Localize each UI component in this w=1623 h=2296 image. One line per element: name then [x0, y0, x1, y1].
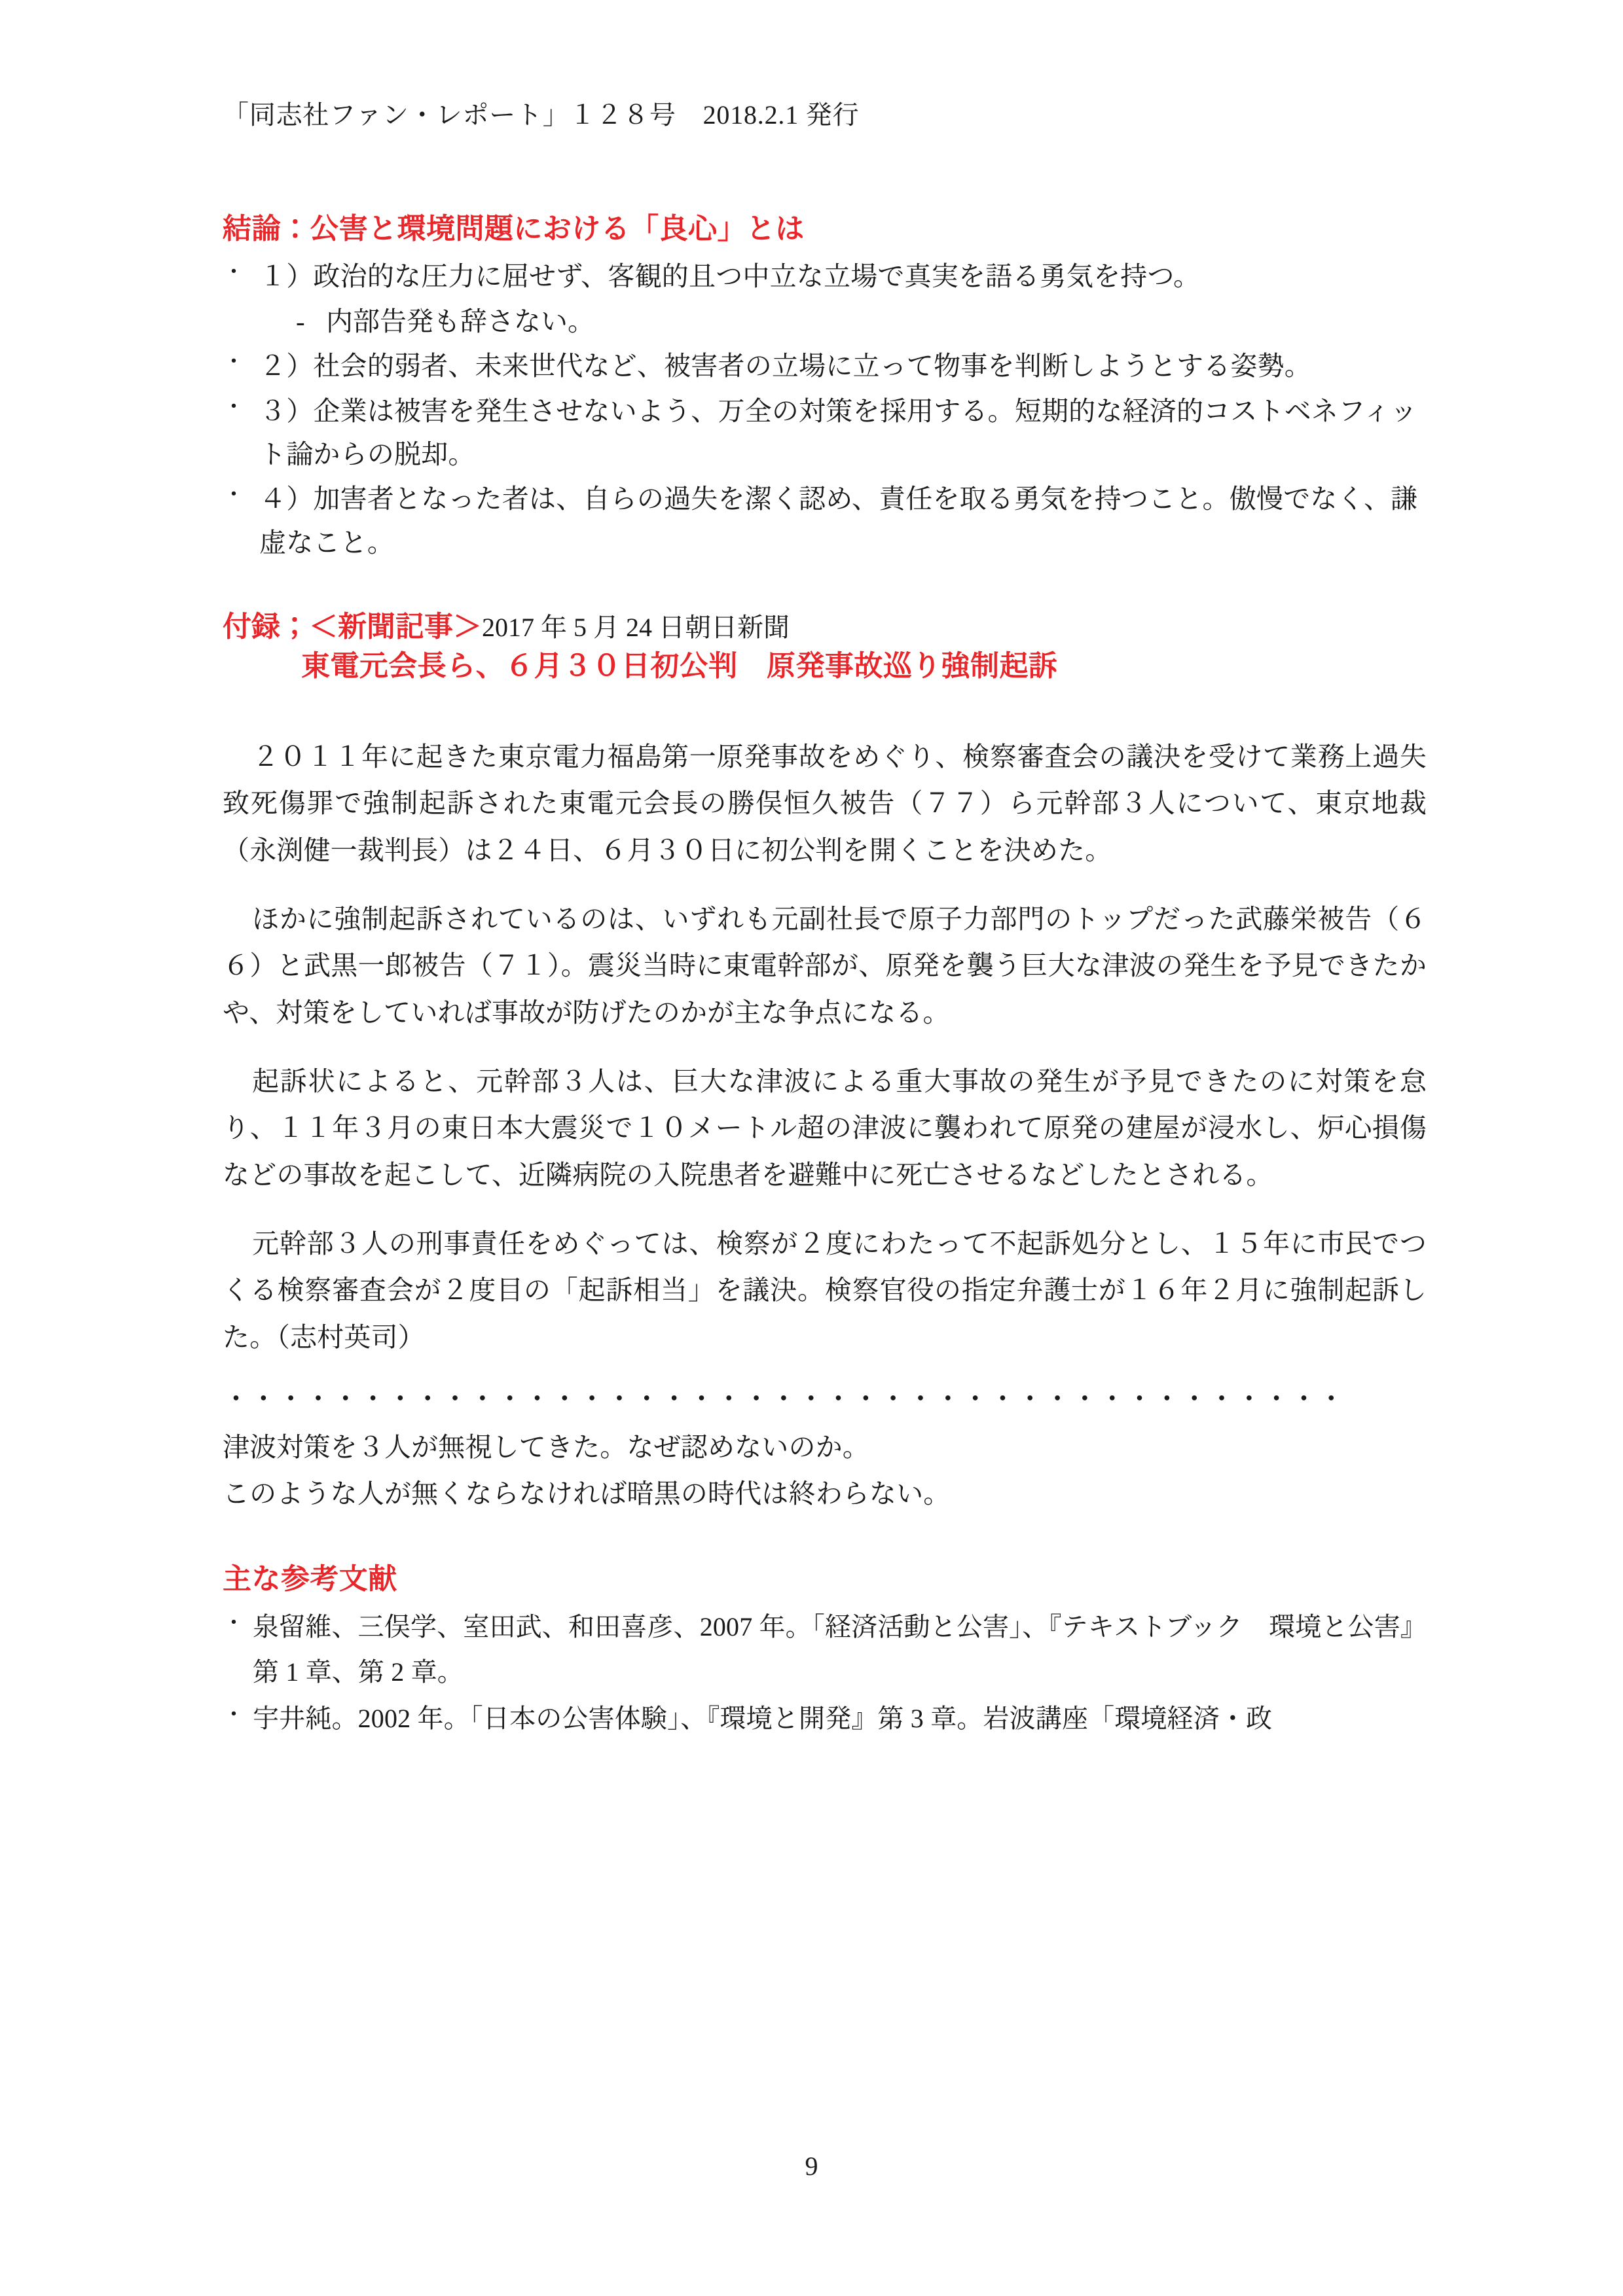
bullet-dot-icon: ・	[223, 1702, 245, 1727]
conclusion-heading: 結論：公害と環境問題における「良心」とは	[223, 213, 805, 245]
article-paragraph: ほかに強制起訴されているのは、いずれも元副社長で原子力部門のトップだった武藤栄被告（６６）と武黒一郎被告（７１）。震災当時に東電幹部が、原発を襲う巨大な津波の発生を予見できたかや、対策をしていれば事故が防げたのかが主な争点になる。	[223, 904, 1427, 1028]
list-sub-item-text: 内部告発も辞さない。	[326, 306, 594, 336]
list-item-text: １）政治的な圧力に屈せず、客観的且つ中立な立場で真実を語る勇気を持つ。	[259, 261, 1201, 292]
list-item	[223, 477, 1427, 564]
list-item	[223, 344, 1427, 387]
bullet-dot-icon: ・	[223, 395, 245, 420]
dash-marker-icon: ‑	[296, 306, 305, 336]
list-sub-item	[296, 300, 1427, 343]
bullet-dot-icon: ・	[223, 350, 245, 375]
list-item	[223, 1696, 1427, 1742]
references-heading: 主な参考文献	[223, 1562, 397, 1595]
article-paragraph: ２０１１年に起きた東京電力福島第一原発事故をめぐり、検察審査会の議決を受けて業務上過失致死傷罪で強制起訴された東電元会長の勝俣恒久被告（７７）ら元幹部３人について、東京地裁（永渕健一裁判長）は２４日、６月３０日に初公判を開くことを決めた。	[223, 742, 1427, 865]
bullet-dot-icon: ・	[223, 1611, 245, 1636]
references-list	[223, 1605, 1440, 1741]
document-running-header: 「同志社ファン・レポート」１２８号 2018.2.1 発行	[223, 100, 860, 130]
list-item-text: ４）加害者となった者は、自らの過失を潔く認め、責任を取る勇気を持つこと。傲慢でなく、謙虚なこと。	[259, 484, 1418, 558]
bullet-dot-icon: ・	[223, 483, 245, 508]
reference-text: 泉留維、三俣学、室田武、和田喜彦、2007 年。「経済活動と公害」、『テキストブック 環境と公害』 第 1 章、第 2 章。	[253, 1612, 1440, 1687]
list-item-text: ３）企業は被害を発生させないよう、万全の対策を採用する。短期的な経済的コストベネフィット論からの脱却。	[259, 395, 1417, 470]
list-item-text: ２）社会的弱者、未来世代など、被害者の立場に立って物事を判断しようとする姿勢。	[259, 351, 1311, 382]
appendix-heading-label: 付録；＜新聞記事＞	[223, 611, 482, 643]
list-item	[223, 255, 1427, 298]
commentary-line: 津波対策を３人が無視してきた。なぜ認めないのか。	[223, 1432, 869, 1463]
commentary-line: このような人が無くならなければ暗黒の時代は終わらない。	[223, 1479, 951, 1509]
appendix-source-line: 2017 年 5 月 24 日朝日新聞	[482, 613, 790, 643]
list-item	[223, 389, 1427, 476]
conclusion-bullet-list	[223, 255, 1427, 564]
spacer	[223, 1518, 1427, 1560]
list-item	[223, 1605, 1440, 1695]
spacer	[223, 692, 1427, 734]
appendix-heading	[223, 607, 1427, 646]
article-headline: 東電元会長ら、６月３０日初公判 原発事故巡り強制起訴	[301, 649, 1058, 682]
article-paragraph: 起訴状によると、元幹部３人は、巨大な津波による重大事故の発生が予見できたのに対策を怠り、１１年３月の東日本大震災で１０メートル超の津波に襲われて原発の建屋が浸水し、炉心損傷などの事故を起こして、近隣病院の入院患者を避難中に死亡させるなどしたとされる。	[223, 1066, 1427, 1190]
page-number: 9	[805, 2151, 818, 2181]
spacer	[223, 565, 1427, 607]
dotted-divider: ・・・・・・・・・・・・・・・・・・・・・・・・・・・・・・・・・・・・・・・・・	[223, 1383, 1345, 1414]
bullet-dot-icon: ・	[223, 260, 245, 285]
article-paragraph: 元幹部３人の刑事責任をめぐっては、検察が２度にわたって不起訴処分とし、１５年に市民でつくる検察審査会が２度目の「起訴相当」を議決。検察官役の指定弁護士が１６年２月に強制起訴した。（志村英司）	[223, 1228, 1427, 1352]
reference-text: 宇井純。2002 年。「日本の公害体験」、『環境と開発』第 3 章。岩波講座「環境経済・政	[253, 1703, 1273, 1733]
